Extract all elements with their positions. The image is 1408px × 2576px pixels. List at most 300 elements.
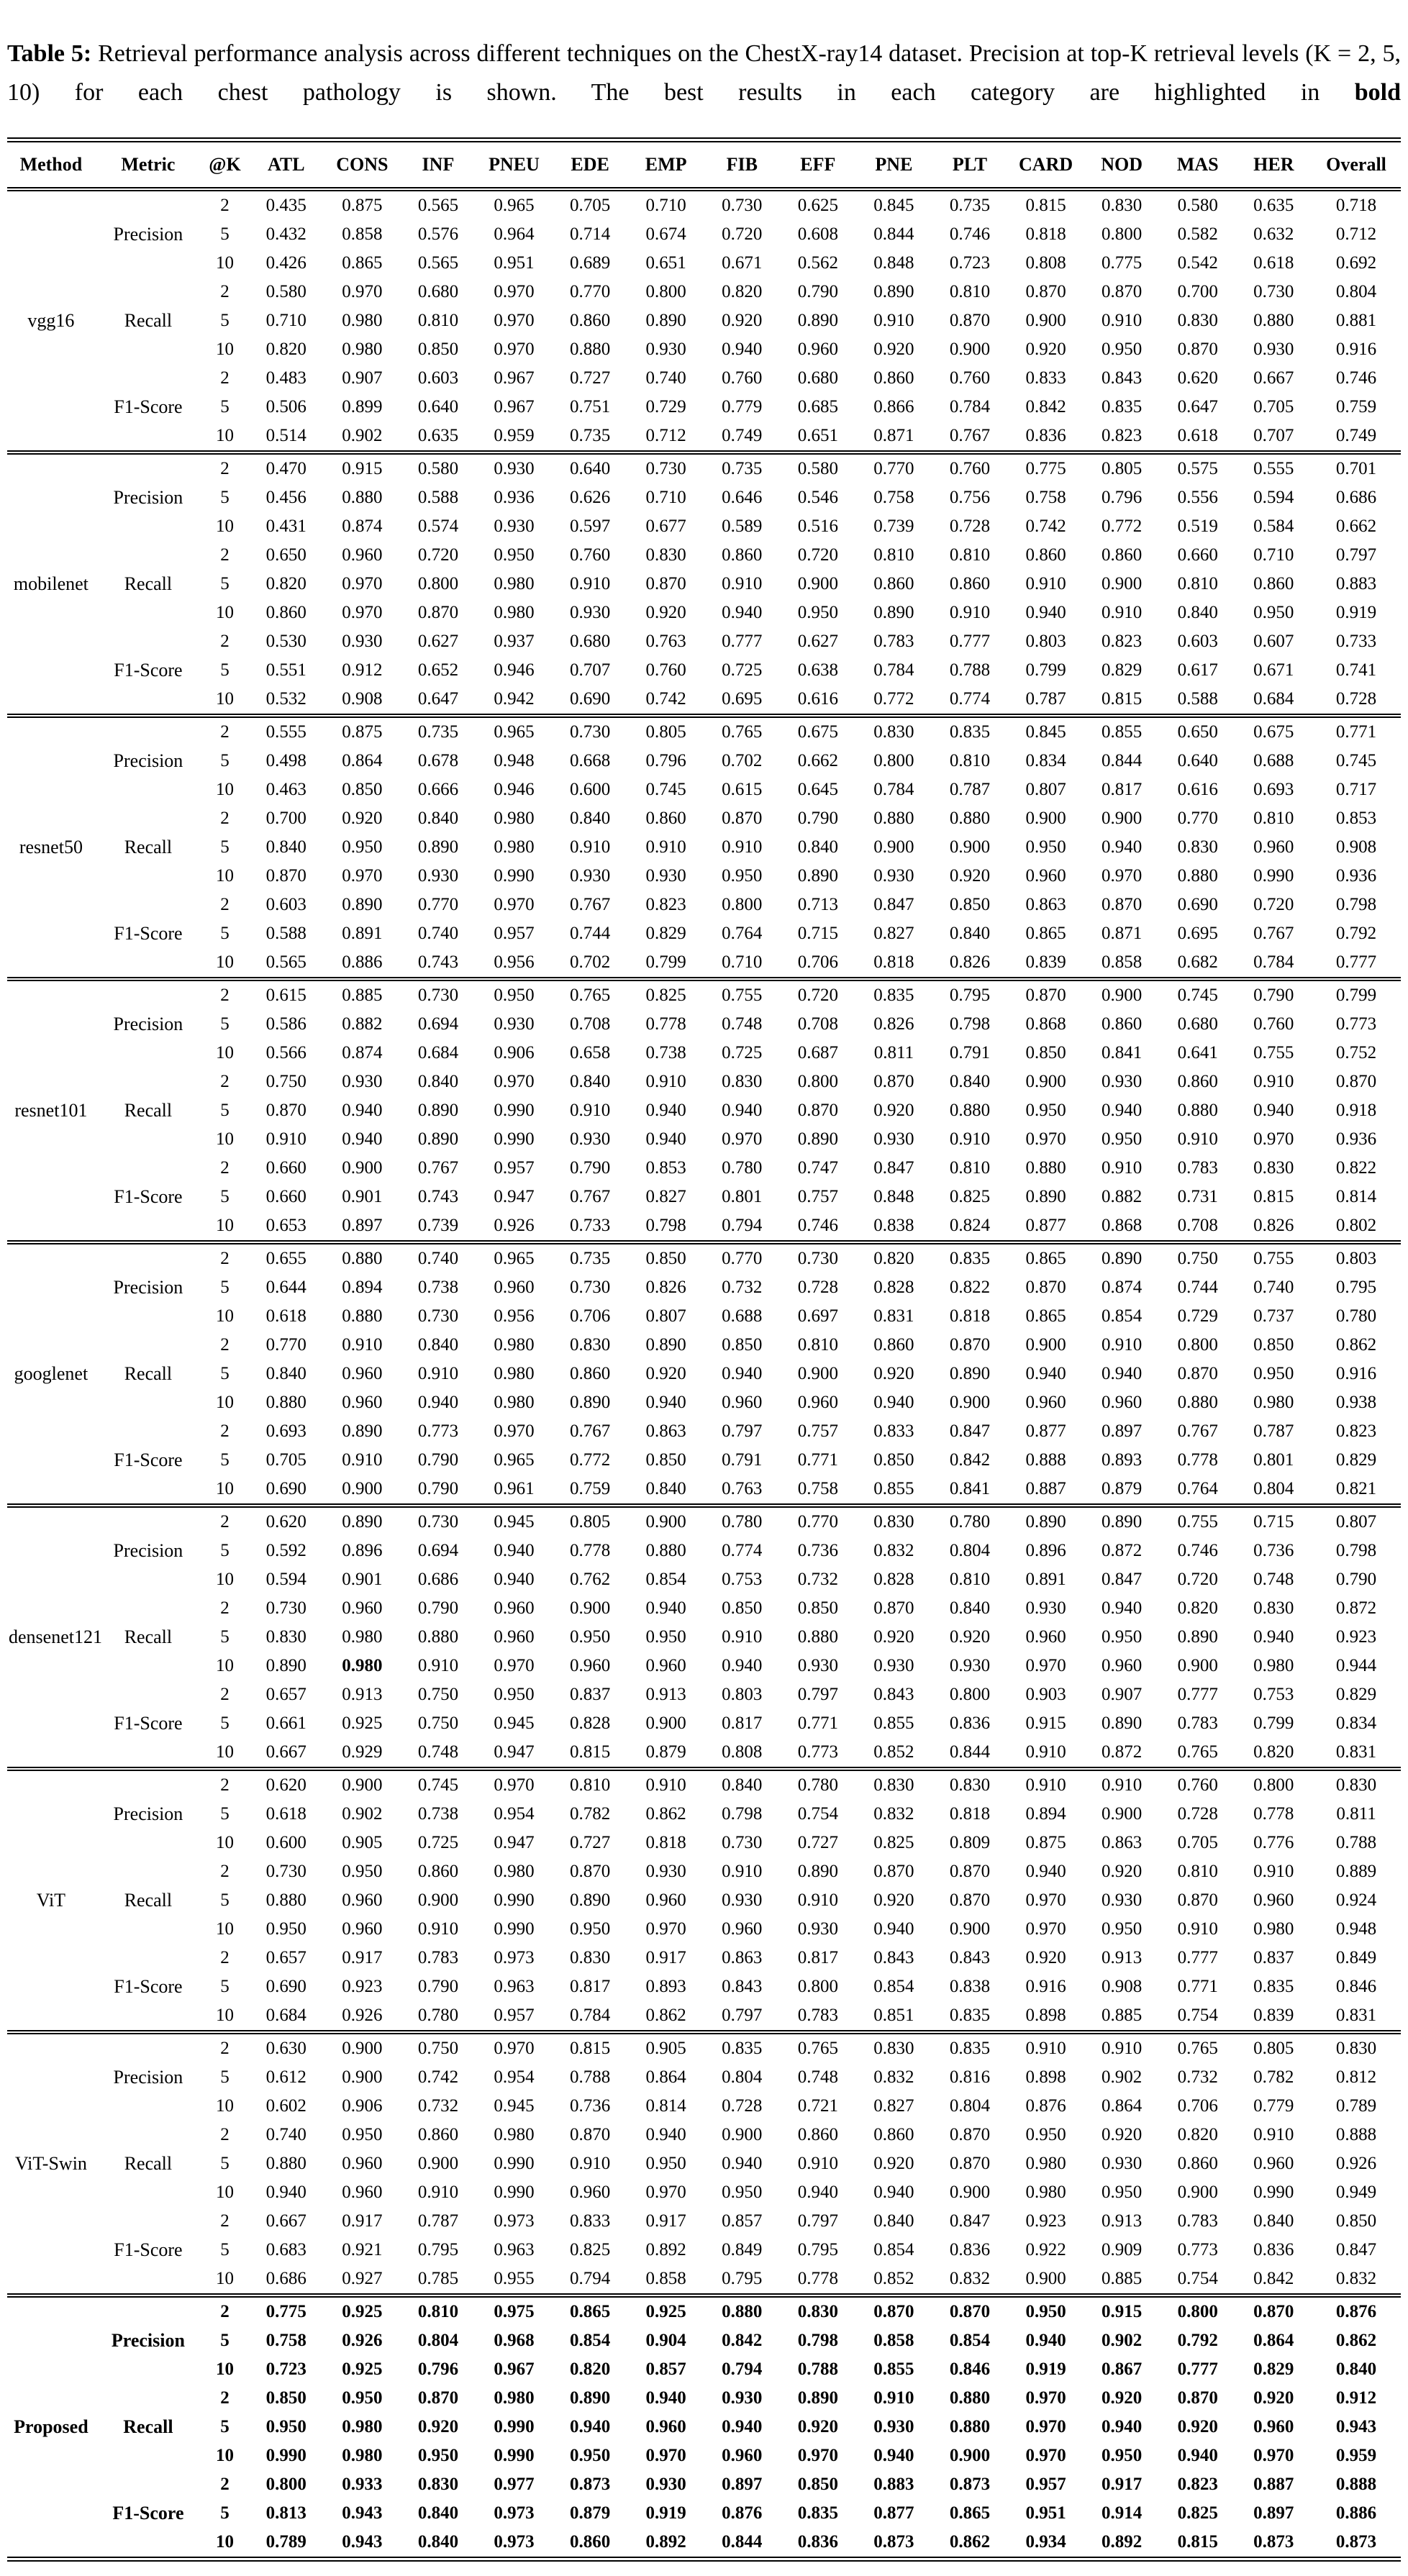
metric-value: 0.943 — [1335, 2416, 1377, 2436]
metric-value: 0.752 — [1335, 1042, 1377, 1062]
metric-value: 0.829 — [1253, 2359, 1294, 2379]
metric-value: 0.880 — [722, 2301, 763, 2321]
metric-value: 0.823 — [645, 894, 686, 914]
metric-value: 0.818 — [949, 1803, 991, 1824]
metric-value: 0.850 — [722, 1334, 763, 1355]
metric-value: 0.960 — [1102, 1655, 1143, 1675]
metric-value: 0.835 — [949, 2038, 991, 2058]
metric-value: 0.562 — [797, 252, 838, 273]
metric-value: 0.814 — [645, 2095, 686, 2116]
metric-value: 0.900 — [1025, 1334, 1066, 1355]
metric-value: 0.943 — [342, 2503, 383, 2523]
metric-value: 0.830 — [645, 545, 686, 565]
metric-value: 0.880 — [342, 487, 383, 507]
metric-value: 0.830 — [265, 1626, 306, 1647]
metric-value: 0.919 — [645, 2503, 686, 2523]
metric-value: 0.795 — [1335, 1277, 1377, 1297]
metric-value: 0.830 — [1253, 1598, 1294, 1618]
metric-value: 0.810 — [949, 545, 991, 565]
metric-value: 0.783 — [1177, 1157, 1218, 1178]
metric-value: 0.854 — [949, 2330, 991, 2350]
metric-value: 0.898 — [1025, 2067, 1066, 2087]
metric-value: 0.880 — [1025, 1157, 1066, 1178]
metric-value: 0.890 — [1102, 1511, 1143, 1532]
metric-value: 0.899 — [342, 396, 383, 417]
metric-value: 0.620 — [265, 1775, 306, 1795]
metric-value: 0.870 — [265, 1100, 306, 1120]
metric-value: 0.843 — [949, 1947, 991, 1967]
metric-value: 0.753 — [722, 1569, 763, 1589]
metric-value: 0.980 — [494, 602, 535, 622]
metric-value: 0.725 — [722, 1042, 763, 1062]
metric-value: 0.746 — [797, 1215, 838, 1235]
metric-value: 0.514 — [265, 425, 306, 445]
metric-value: 0.688 — [1253, 750, 1294, 770]
metric-value: 0.880 — [797, 1626, 838, 1647]
metric-value: 0.580 — [417, 458, 459, 478]
metric-value: 0.801 — [1253, 1449, 1294, 1470]
metric-value: 0.940 — [722, 602, 763, 622]
k-value: 5 — [220, 2067, 230, 2087]
metric-value: 0.840 — [645, 1478, 686, 1498]
metric-value: 0.910 — [722, 837, 763, 857]
method-name: ViT-Swin — [14, 2152, 87, 2174]
metric-value: 0.877 — [1025, 1215, 1066, 1235]
metric-value: 0.765 — [722, 722, 763, 742]
metric-value: 0.760 — [569, 545, 611, 565]
metric-value: 0.608 — [797, 224, 838, 244]
metric-value: 0.886 — [342, 952, 383, 972]
metric-value: 0.990 — [494, 1890, 535, 1910]
metric-value: 0.855 — [873, 2359, 914, 2379]
column-header-eff: EFF — [800, 153, 836, 175]
metric-value: 0.620 — [265, 1511, 306, 1532]
metric-value: 0.701 — [1335, 458, 1377, 478]
metric-value: 0.980 — [494, 1334, 535, 1355]
metric-value: 0.910 — [417, 1655, 459, 1675]
metric-value: 0.980 — [494, 2388, 535, 2408]
metric-value: 0.940 — [873, 1392, 914, 1412]
metric-value: 0.805 — [1253, 2038, 1294, 2058]
metric-value: 0.970 — [342, 865, 383, 886]
table-row — [7, 1125, 1401, 1154]
metric-value: 0.757 — [797, 1186, 838, 1206]
table-row — [7, 656, 1401, 685]
k-value: 5 — [220, 750, 230, 770]
metric-value: 0.723 — [949, 252, 991, 273]
method-block-vgg16 — [7, 189, 1401, 452]
metric-value: 0.967 — [494, 396, 535, 417]
metric-value: 0.913 — [1102, 1947, 1143, 1967]
metric-value: 0.879 — [645, 1742, 686, 1762]
table-row — [7, 541, 1401, 570]
metric-value: 0.980 — [1025, 2153, 1066, 2173]
metric-value: 0.795 — [417, 2239, 459, 2259]
metric-value: 0.950 — [1102, 1129, 1143, 1149]
metric-value: 0.730 — [1253, 281, 1294, 301]
metric-value: 0.873 — [949, 2474, 991, 2494]
metric-value: 0.765 — [1177, 2038, 1218, 2058]
metric-value: 0.956 — [494, 952, 535, 972]
metric-value: 0.910 — [1102, 1334, 1143, 1355]
metric-value: 0.865 — [949, 2503, 991, 2523]
metric-value: 0.940 — [722, 1655, 763, 1675]
metric-value: 0.784 — [569, 2005, 611, 2025]
metric-value: 0.795 — [949, 985, 991, 1005]
metric-value: 0.877 — [1025, 1421, 1066, 1441]
metric-value: 0.910 — [342, 1334, 383, 1355]
metric-value: 0.916 — [1025, 1976, 1066, 1996]
metric-value: 0.919 — [1025, 2359, 1066, 2379]
metric-value: 0.770 — [265, 1334, 306, 1355]
metric-value: 0.920 — [949, 865, 991, 886]
metric-value: 0.618 — [265, 1803, 306, 1824]
k-value: 5 — [220, 396, 230, 417]
metric-value: 0.767 — [569, 1186, 611, 1206]
metric-value: 0.754 — [797, 1803, 838, 1824]
metric-value: 0.959 — [1335, 2445, 1377, 2465]
metric-value: 0.920 — [873, 1890, 914, 1910]
metric-value: 0.588 — [265, 923, 306, 943]
metric-value: 0.970 — [797, 2445, 838, 2465]
k-value: 5 — [220, 660, 230, 680]
metric-value: 0.880 — [1177, 865, 1218, 886]
k-value: 5 — [220, 1626, 230, 1647]
metric-value: 0.828 — [569, 1713, 611, 1733]
metric-value: 0.874 — [1102, 1277, 1143, 1297]
metric-value: 0.835 — [722, 2038, 763, 2058]
metric-value: 0.862 — [1335, 1334, 1377, 1355]
metric-value: 0.990 — [494, 1100, 535, 1120]
metric-value: 0.690 — [265, 1478, 306, 1498]
metric-value: 0.852 — [873, 2268, 914, 2288]
metric-value: 0.934 — [1025, 2531, 1066, 2552]
metric-value: 0.730 — [417, 985, 459, 1005]
table-row — [7, 452, 1401, 483]
metric-value: 0.677 — [645, 516, 686, 536]
metric-value: 0.712 — [645, 425, 686, 445]
metric-value: 0.823 — [1102, 631, 1143, 651]
metric-value: 0.960 — [1253, 837, 1294, 857]
table-row — [7, 1857, 1401, 1886]
metric-value: 0.882 — [342, 1014, 383, 1034]
metric-value: 0.808 — [1025, 252, 1066, 273]
metric-value: 0.888 — [1335, 2474, 1377, 2494]
table-row — [7, 2384, 1401, 2413]
metric-value: 0.910 — [1253, 2124, 1294, 2144]
metric-value: 0.746 — [1335, 368, 1377, 388]
k-value: 2 — [220, 1071, 230, 1091]
metric-value: 0.804 — [949, 2095, 991, 2116]
metric-value: 0.760 — [1253, 1014, 1294, 1034]
metric-value: 0.860 — [417, 1861, 459, 1881]
metric-value: 0.661 — [265, 1713, 306, 1733]
metric-value: 0.630 — [265, 2038, 306, 2058]
metric-value: 0.930 — [645, 2474, 686, 2494]
metric-value: 0.647 — [417, 688, 459, 709]
metric-value: 0.735 — [569, 1248, 611, 1268]
metric-value: 0.948 — [1335, 1919, 1377, 1939]
metric-value: 0.900 — [1102, 808, 1143, 828]
metric-value: 0.830 — [1335, 1775, 1377, 1795]
metric-value: 0.807 — [1025, 779, 1066, 799]
metric-value: 0.765 — [797, 2038, 838, 2058]
metric-value: 0.645 — [797, 779, 838, 799]
metric-value: 0.580 — [1177, 195, 1218, 215]
metric-value: 0.847 — [1102, 1569, 1143, 1589]
table-row — [7, 1506, 1401, 1537]
metric-value: 0.742 — [417, 2067, 459, 2087]
metric-value: 0.586 — [265, 1014, 306, 1034]
table-row — [7, 1680, 1401, 1709]
metric-value: 0.516 — [797, 516, 838, 536]
metric-value: 0.764 — [722, 923, 763, 943]
metric-value: 0.850 — [797, 1598, 838, 1618]
metric-value: 0.930 — [1102, 2153, 1143, 2173]
metric-value: 0.700 — [265, 808, 306, 828]
table-row — [7, 1944, 1401, 1972]
metric-value: 0.980 — [342, 2445, 383, 2465]
column-header-nod: NOD — [1101, 153, 1143, 175]
metric-value: 0.817 — [569, 1976, 611, 1996]
metric-value: 0.689 — [569, 252, 611, 273]
metric-name: F1-Score — [114, 922, 183, 944]
metric-value: 0.652 — [417, 660, 459, 680]
metric-value: 0.871 — [1102, 923, 1143, 943]
metric-value: 0.970 — [645, 2182, 686, 2202]
metric-value: 0.910 — [569, 1100, 611, 1120]
metric-value: 0.874 — [342, 516, 383, 536]
metric-value: 0.730 — [569, 722, 611, 742]
metric-value: 0.783 — [417, 1947, 459, 1967]
metric-value: 0.842 — [949, 1449, 991, 1470]
metric-value: 0.426 — [265, 252, 306, 273]
k-value: 10 — [216, 1919, 235, 1939]
metric-value: 0.798 — [1335, 894, 1377, 914]
metric-value: 0.840 — [797, 837, 838, 857]
metric-value: 0.742 — [645, 688, 686, 709]
metric-value: 0.675 — [1253, 722, 1294, 742]
metric-value: 0.960 — [342, 1363, 383, 1383]
metric-value: 0.519 — [1177, 516, 1218, 536]
metric-value: 0.792 — [1335, 923, 1377, 943]
k-value: 10 — [216, 1478, 235, 1498]
metric-value: 0.930 — [797, 1655, 838, 1675]
metric-value: 0.830 — [1177, 837, 1218, 857]
metric-value: 0.736 — [1253, 1540, 1294, 1560]
metric-value: 0.930 — [1102, 1890, 1143, 1910]
metric-value: 0.860 — [1102, 545, 1143, 565]
k-value: 5 — [220, 837, 230, 857]
metric-value: 0.870 — [569, 2124, 611, 2144]
metric-value: 0.617 — [1177, 660, 1218, 680]
metric-value: 0.890 — [417, 837, 459, 857]
table-row — [7, 716, 1401, 747]
k-value: 5 — [220, 2503, 230, 2523]
metric-value: 0.940 — [645, 1100, 686, 1120]
metric-value: 0.826 — [645, 1277, 686, 1297]
metric-value: 0.862 — [1335, 2330, 1377, 2350]
metric-value: 0.870 — [949, 2124, 991, 2144]
metric-value: 0.777 — [722, 631, 763, 651]
metric-value: 0.706 — [1177, 2095, 1218, 2116]
table-row — [7, 1242, 1401, 1273]
metric-value: 0.970 — [494, 339, 535, 359]
metric-value: 0.735 — [722, 458, 763, 478]
metric-value: 0.738 — [645, 1042, 686, 1062]
metric-value: 0.854 — [873, 2239, 914, 2259]
metric-value: 0.950 — [1025, 837, 1066, 857]
metric-value: 0.900 — [949, 1392, 991, 1412]
metric-value: 0.970 — [494, 310, 535, 330]
metric-value: 0.990 — [494, 1919, 535, 1939]
metric-value: 0.970 — [1025, 1890, 1066, 1910]
metric-value: 0.808 — [722, 1742, 763, 1762]
metric-value: 0.961 — [494, 1478, 535, 1498]
metric-value: 0.910 — [417, 1363, 459, 1383]
table-row — [7, 2092, 1401, 2121]
metric-value: 0.900 — [645, 1511, 686, 1532]
metric-value: 0.891 — [342, 923, 383, 943]
metric-value: 0.773 — [1177, 2239, 1218, 2259]
metric-value: 0.790 — [1253, 985, 1294, 1005]
metric-value: 0.750 — [417, 1684, 459, 1704]
metric-value: 0.780 — [722, 1511, 763, 1532]
metric-value: 0.710 — [265, 310, 306, 330]
k-value: 10 — [216, 779, 235, 799]
metric-value: 0.565 — [417, 195, 459, 215]
metric-name: Precision — [113, 1276, 183, 1298]
metric-value: 0.732 — [797, 1569, 838, 1589]
metric-value: 0.870 — [1253, 2301, 1294, 2321]
metric-value: 0.774 — [722, 1540, 763, 1560]
metric-value: 0.891 — [1025, 1569, 1066, 1589]
metric-value: 0.940 — [873, 2182, 914, 2202]
table-row — [7, 422, 1401, 452]
metric-value: 0.805 — [1102, 458, 1143, 478]
metric-value: 0.910 — [1102, 602, 1143, 622]
table-row — [7, 2441, 1401, 2470]
metric-value: 0.783 — [873, 631, 914, 651]
metric-value: 0.730 — [569, 1277, 611, 1297]
metric-value: 0.791 — [949, 1042, 991, 1062]
metric-value: 0.770 — [722, 1248, 763, 1268]
metric-value: 0.532 — [265, 688, 306, 709]
metric-value: 0.735 — [949, 195, 991, 215]
metric-value: 0.847 — [873, 894, 914, 914]
method-block-vit — [7, 1769, 1401, 2032]
metric-value: 0.960 — [342, 1919, 383, 1939]
table-row — [7, 220, 1401, 249]
method-name: resnet101 — [14, 1099, 88, 1121]
metric-value: 0.844 — [722, 2531, 763, 2552]
k-value: 10 — [216, 516, 235, 536]
metric-value: 0.772 — [569, 1449, 611, 1470]
k-value: 10 — [216, 252, 235, 273]
metric-value: 0.832 — [873, 1803, 914, 1824]
metric-value: 0.970 — [645, 1919, 686, 1939]
metric-value: 0.920 — [645, 1363, 686, 1383]
metric-value: 0.880 — [342, 1248, 383, 1268]
metric-value: 0.948 — [494, 750, 535, 770]
k-value: 2 — [220, 1598, 230, 1618]
metric-value: 0.565 — [417, 252, 459, 273]
metric-value: 0.721 — [797, 2095, 838, 2116]
metric-value: 0.870 — [873, 1071, 914, 1091]
metric-value: 0.836 — [797, 2531, 838, 2552]
metric-value: 0.687 — [797, 1042, 838, 1062]
k-value: 10 — [216, 1306, 235, 1326]
metric-value: 0.780 — [949, 1511, 991, 1532]
metric-value: 0.778 — [645, 1014, 686, 1034]
metric-value: 0.876 — [1335, 2301, 1377, 2321]
metric-value: 0.849 — [722, 2239, 763, 2259]
metric-value: 0.778 — [797, 2268, 838, 2288]
metric-value: 0.790 — [797, 281, 838, 301]
metric-value: 0.804 — [949, 1540, 991, 1560]
metric-value: 0.607 — [1253, 631, 1294, 651]
metric-value: 0.926 — [1335, 2153, 1377, 2173]
metric-value: 0.900 — [569, 1598, 611, 1618]
metric-value: 0.555 — [265, 722, 306, 742]
k-value: 5 — [220, 224, 230, 244]
metric-value: 0.797 — [722, 1421, 763, 1441]
metric-value: 0.868 — [1102, 1215, 1143, 1235]
metric-value: 0.845 — [873, 195, 914, 215]
metric-value: 0.940 — [645, 1392, 686, 1412]
metric-value: 0.950 — [645, 2153, 686, 2173]
metric-value: 0.880 — [949, 2388, 991, 2408]
metric-value: 0.915 — [1102, 2301, 1143, 2321]
metric-value: 0.910 — [1025, 573, 1066, 593]
metric-name: Recall — [124, 1889, 173, 1911]
metric-value: 0.920 — [342, 808, 383, 828]
metric-value: 0.705 — [569, 195, 611, 215]
metric-value: 0.910 — [1177, 1129, 1218, 1149]
method-block-resnet50 — [7, 716, 1401, 979]
metric-value: 0.795 — [797, 2239, 838, 2259]
metric-value: 0.770 — [569, 281, 611, 301]
metric-value: 0.733 — [1335, 631, 1377, 651]
metric-value: 0.900 — [797, 1363, 838, 1383]
metric-value: 0.951 — [494, 252, 535, 273]
metric-value: 0.880 — [265, 2153, 306, 2173]
metric-value: 0.980 — [1253, 1655, 1294, 1675]
metric-value: 0.783 — [797, 2005, 838, 2025]
metric-value: 0.686 — [265, 2268, 306, 2288]
metric-value: 0.431 — [265, 516, 306, 536]
metric-value: 0.930 — [949, 1655, 991, 1675]
metric-value: 0.940 — [722, 339, 763, 359]
k-value: 10 — [216, 1129, 235, 1149]
metric-value: 0.950 — [1253, 1363, 1294, 1383]
metric-value: 0.767 — [417, 1157, 459, 1178]
metric-value: 0.840 — [1335, 2359, 1377, 2379]
metric-value: 0.800 — [1102, 224, 1143, 244]
metric-value: 0.745 — [645, 779, 686, 799]
metric-value: 0.812 — [1335, 2067, 1377, 2087]
metric-value: 0.823 — [1102, 425, 1143, 445]
metric-name: Recall — [123, 2416, 173, 2437]
metric-value: 0.920 — [1102, 2388, 1143, 2408]
metric-value: 0.788 — [949, 660, 991, 680]
metric-value: 0.640 — [569, 458, 611, 478]
metric-name: Precision — [113, 1803, 183, 1824]
metric-value: 0.930 — [569, 865, 611, 886]
metric-value: 0.959 — [494, 425, 535, 445]
k-value: 10 — [216, 2182, 235, 2202]
metric-value: 0.815 — [569, 2038, 611, 2058]
